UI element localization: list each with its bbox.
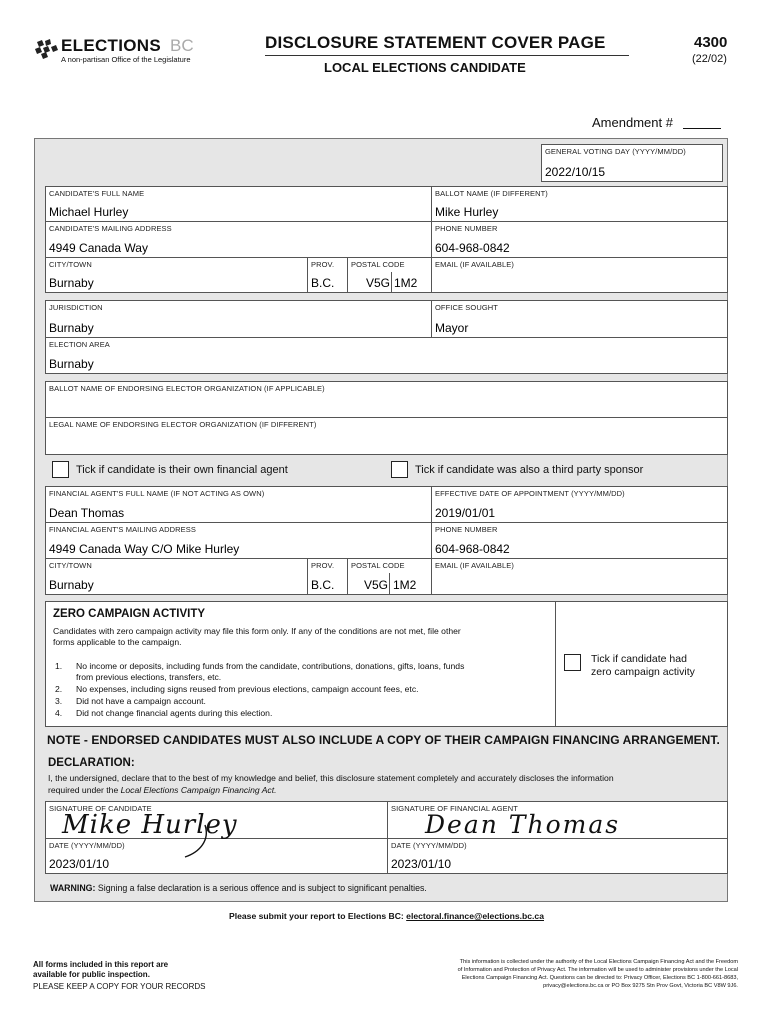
agent-prov-field[interactable]: [307, 558, 348, 595]
agent-name-label: FINANCIAL AGENT'S FULL NAME (IF NOT ACTING AS OWN): [49, 489, 265, 498]
amendment-field[interactable]: [683, 128, 721, 129]
candidate-phone-field[interactable]: [431, 221, 728, 258]
agent-postal-b: 1M2: [393, 578, 417, 592]
submit-email-link[interactable]: electoral.finance@elections.bc.ca: [406, 911, 544, 921]
agent-postal-label: POSTAL CODE: [351, 561, 405, 570]
agent-email-field[interactable]: [431, 558, 728, 595]
jurisdiction-label: JURISDICTION: [49, 303, 103, 312]
agent-name-field[interactable]: [45, 486, 432, 523]
declaration-text-2: [48, 785, 277, 795]
endorsing-ballot-name-label: BALLOT NAME OF ENDORSING ELECTOR ORGANIZATION (IF APPLICABLE): [49, 384, 325, 393]
amendment-label: Amendment #: [592, 115, 673, 130]
agent-date-value: 2023/01/10: [391, 857, 452, 871]
general-voting-day-label: GENERAL VOTING DAY (YYYY/MM/DD): [545, 147, 686, 156]
agent-prov-value: B.C.: [311, 578, 335, 592]
candidate-prov-label: PROV.: [311, 260, 335, 269]
logo-main-text: ELECTIONS: [61, 36, 161, 55]
zero-activity-checkbox[interactable]: [564, 654, 581, 671]
agent-prov-label: PROV.: [311, 561, 335, 570]
jurisdiction-field[interactable]: [45, 300, 432, 338]
zero-activity-title: ZERO CAMPAIGN ACTIVITY: [53, 608, 206, 620]
form-number: 4300: [694, 34, 728, 51]
candidate-city-label: CITY/TOWN: [49, 260, 92, 269]
general-voting-day-value: 2022/10/15: [545, 165, 606, 179]
form-title: DISCLOSURE STATEMENT COVER PAGE: [265, 33, 606, 52]
own-agent-label: Tick if candidate is their own financial agent: [76, 464, 288, 476]
declaration-text-2a: required under the: [48, 785, 121, 795]
elections-bc-logo: [33, 36, 233, 66]
office-sought-label: OFFICE SOUGHT: [435, 303, 498, 312]
declaration-title: DECLARATION:: [48, 757, 135, 769]
footer-left-line1: All forms included in this report are: [33, 960, 169, 969]
footer-right-line1: This information is collected under the authority of the Local Elections Campaign Financing Act and the Freedom: [459, 959, 738, 965]
candidate-address-value: 4949 Canada Way: [49, 241, 148, 255]
candidate-postal-a: V5G: [366, 276, 391, 290]
zero-item-4-line1: Did not change financial agents during this election.: [76, 708, 273, 718]
office-sought-field[interactable]: [431, 300, 728, 338]
agent-name-value: Dean Thomas: [49, 506, 125, 520]
candidate-phone-value: 604-968-0842: [435, 241, 510, 255]
postal-divider: [389, 573, 390, 594]
postal-divider: [391, 272, 392, 292]
candidate-name-label: CANDIDATE'S FULL NAME: [49, 189, 145, 198]
election-area-label: ELECTION AREA: [49, 340, 110, 349]
zero-activity-intro-1: Candidates with zero campaign activity may file this form only. If any of the conditions are not met, file other: [53, 626, 461, 636]
candidate-postal-label: POSTAL CODE: [351, 260, 405, 269]
declaration-act-name: Local Elections Campaign Financing Act.: [120, 785, 277, 795]
agent-appointment-label: EFFECTIVE DATE OF APPOINTMENT (YYYY/MM/DD): [435, 489, 625, 498]
candidate-address-field[interactable]: [45, 221, 432, 258]
declaration-text-1: I, the undersigned, declare that to the best of my knowledge and belief, this disclosure statement completely and accurately discloses the information: [48, 773, 614, 783]
agent-postal-a: V5G: [364, 578, 389, 592]
ballot-name-value: Mike Hurley: [435, 205, 499, 219]
jurisdiction-value: Burnaby: [49, 321, 94, 335]
candidate-address-label: CANDIDATE'S MAILING ADDRESS: [49, 224, 172, 233]
agent-phone-value: 604-968-0842: [435, 542, 510, 556]
zero-activity-tick-line1: Tick if candidate had: [591, 653, 687, 665]
zero-activity-tick-line2: zero campaign activity: [591, 666, 695, 678]
footer-left-line2: available for public inspection.: [33, 970, 150, 979]
election-area-value: Burnaby: [49, 357, 94, 371]
third-party-label: Tick if candidate was also a third party sponsor: [415, 464, 644, 476]
ballot-name-label: BALLOT NAME (IF DIFFERENT): [435, 189, 548, 198]
submit-text: Please submit your report to Elections BC:: [229, 911, 407, 921]
zero-item-4-num: 4.: [55, 708, 63, 718]
endorsed-note: NOTE - ENDORSED CANDIDATES MUST ALSO INCLUDE A COPY OF THEIR CAMPAIGN FINANCING ARRANGEMENT.: [47, 733, 720, 747]
candidate-phone-label: PHONE NUMBER: [435, 224, 498, 233]
candidate-postal-b: 1M2: [394, 276, 418, 290]
own-agent-checkbox[interactable]: [52, 461, 69, 478]
agent-address-label: FINANCIAL AGENT'S MAILING ADDRESS: [49, 525, 196, 534]
footer-right-line4: privacy@elections.bc.ca or PO Box 9275 Stn Prov Govt, Victoria BC V8W 9J6.: [543, 983, 738, 989]
candidate-name-value: Michael Hurley: [49, 205, 129, 219]
footer-left-line3: PLEASE KEEP A COPY FOR YOUR RECORDS: [33, 982, 206, 991]
endorsing-legal-name-label: LEGAL NAME OF ENDORSING ELECTOR ORGANIZATION (IF DIFFERENT): [49, 420, 317, 429]
agent-appointment-value: 2019/01/01: [435, 506, 496, 520]
office-sought-value: Mayor: [435, 321, 469, 335]
candidate-signature-flourish: [150, 820, 220, 860]
agent-address-value: 4949 Canada Way C/O Mike Hurley: [49, 542, 240, 556]
title-rule: [265, 55, 629, 56]
zero-item-1-num: 1.: [55, 661, 63, 671]
zero-item-2-line1: No expenses, including signs reused from previous elections, campaign account fees, etc.: [76, 684, 419, 694]
candidate-postal-field[interactable]: [347, 257, 432, 293]
candidate-city-field[interactable]: [45, 257, 308, 293]
submit-line: [229, 911, 544, 921]
ballot-name-field[interactable]: [431, 186, 728, 222]
zero-activity-tick-box: [555, 601, 728, 727]
candidate-email-field[interactable]: [431, 257, 728, 293]
candidate-date-value: 2023/01/10: [49, 857, 110, 871]
form-subtitle: LOCAL ELECTIONS CANDIDATE: [324, 60, 526, 75]
agent-address-field[interactable]: [45, 522, 432, 559]
third-party-checkbox[interactable]: [391, 461, 408, 478]
agent-signature: Dean Thomas: [425, 810, 621, 839]
general-voting-day-field[interactable]: [541, 144, 723, 182]
candidate-email-label: EMAIL (IF AVAILABLE): [435, 260, 514, 269]
footer-left: [33, 960, 206, 992]
candidate-prov-value: B.C.: [311, 276, 335, 290]
agent-city-value: Burnaby: [49, 578, 94, 592]
logo-tagline: A non-partisan Office of the Legislature: [61, 55, 191, 64]
warning-body: Signing a false declaration is a serious offence and is subject to significant penalties.: [95, 883, 427, 893]
footer-right: [458, 958, 738, 990]
agent-appointment-field[interactable]: [431, 486, 728, 523]
endorsing-legal-name-field[interactable]: [45, 417, 728, 455]
agent-city-label: CITY/TOWN: [49, 561, 92, 570]
zero-item-3-num: 3.: [55, 696, 63, 706]
agent-signature-label: SIGNATURE OF FINANCIAL AGENT: [391, 804, 518, 813]
zero-item-3-line1: Did not have a campaign account.: [76, 696, 206, 706]
warning-text: [50, 883, 427, 893]
agent-city-field[interactable]: [45, 558, 308, 595]
warning-bold: WARNING:: [50, 883, 96, 893]
zero-item-1-line1: No income or deposits, including funds from the candidate, contributions, donations, gifts, loans, funds: [76, 661, 465, 671]
candidate-name-field[interactable]: [45, 186, 432, 222]
candidate-city-value: Burnaby: [49, 276, 94, 290]
endorsing-ballot-name-field[interactable]: [45, 381, 728, 418]
agent-date-field[interactable]: [387, 838, 728, 874]
footer-right-line3: Elections Campaign Financing Act. Questions can be directed to: Privacy Officer, Elections BC 1-800-661-8683,: [461, 975, 738, 981]
election-area-field[interactable]: [45, 337, 728, 374]
candidate-signature: Mike Hurley: [62, 810, 238, 840]
candidate-prov-field[interactable]: [307, 257, 348, 293]
agent-date-label: DATE (YYYY/MM/DD): [391, 841, 467, 850]
footer-right-line2: of Information and Protection of Privacy Act. The information will be used to administer provisions under the Local: [457, 967, 738, 973]
zero-item-2-num: 2.: [55, 684, 63, 694]
zero-activity-box: [45, 601, 556, 727]
agent-phone-field[interactable]: [431, 522, 728, 559]
zero-item-1-line2: from previous elections, transfers, etc.: [76, 672, 222, 682]
zero-activity-intro-2: forms applicable to the campaign.: [53, 637, 182, 647]
agent-postal-field[interactable]: [347, 558, 432, 595]
logo-suffix-text: BC: [170, 36, 194, 55]
agent-phone-label: PHONE NUMBER: [435, 525, 498, 534]
candidate-signature-label: SIGNATURE OF CANDIDATE: [49, 804, 152, 813]
candidate-date-label: DATE (YYYY/MM/DD): [49, 841, 125, 850]
agent-email-label: EMAIL (IF AVAILABLE): [435, 561, 514, 570]
elections-bc-logo-icon: [33, 38, 59, 60]
form-version: (22/02): [692, 53, 727, 65]
